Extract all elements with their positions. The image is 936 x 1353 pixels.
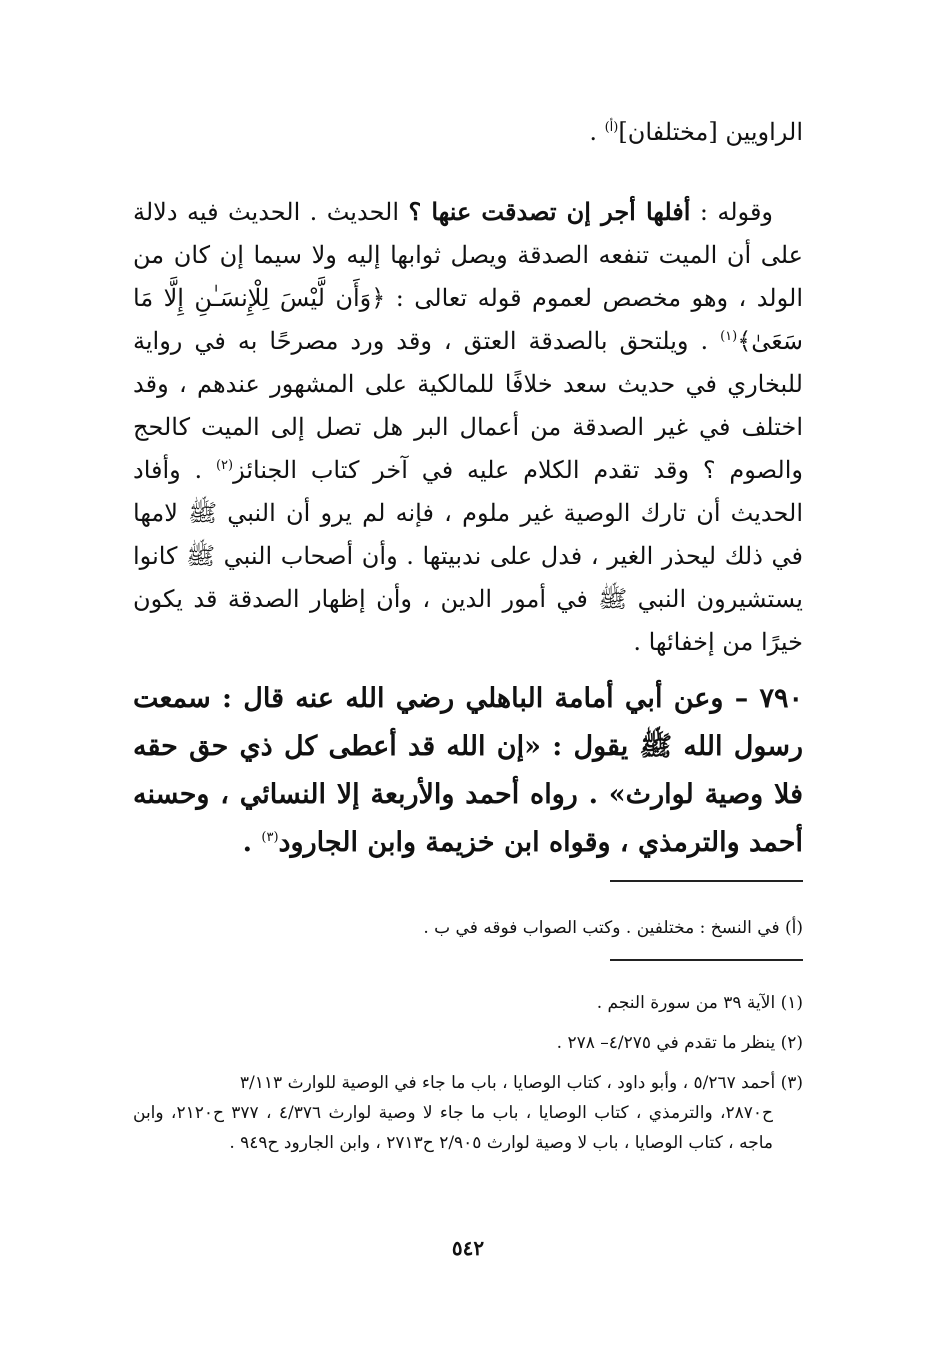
footnote-3-head: (٣) أحمد ٥/٢٦٧ ، وأبو داود ، كتاب الوصايا ، باب ما جاء في الوصية للوارث ٣/١١٣ [239,1073,803,1093]
hadith-end: . [242,827,262,858]
commentary-part-2: . ويلتحق بالصدقة العتق ، وقد ورد مصرحًا به في رواية للبخاري في حديث سعد خلافًا للمالكية على المشهور عندهم ، وقد اختلف في غير الصدقة من أعمال البر هل تصل إلى الميت كالحج والصوم ؟ وقد تقدم الكلام عليه في آخر كتاب الجنائز [133,327,803,484]
opening-text: الراويين [مختلفان] [618,118,803,146]
commentary-quote: أفلها أجر إن تصدقت عنها ؟ [408,197,691,226]
footnote-3 [133,1068,803,1158]
footnote-3-body: ح٢٨٧٠، والترمذي ، كتاب الوصايا ، باب ما جاء لا وصية لوارث ٤/٣٧٦ ، ٣٧٧ ح٢١٢٠، وابن ماجه ، كتاب الوصايا ، باب لا وصية لوارث ٢/٩٠٥ ح٢٧١٣ ، وابن الجارود ح٩٤٩ . [133,1103,774,1153]
opening-end: . [589,118,605,146]
commentary-paragraph [133,190,803,664]
footnote-ref-2[interactable]: (٢) [215,458,234,473]
footnote-divider-1 [610,880,803,882]
footnote-1: (١) الآية ٣٩ من سورة النجم . [596,993,803,1013]
hadith-text: ٧٩٠ – وعن أبي أمامة الباهلي رضي الله عنه قال : سمعت رسول الله ﷺ يقول : «إن الله قد أعطى كل ذي حق حقه فلا وصية لوارث» . رواه أحمد والأربعة إلا النسائي ، وحسنه أحمد والترمذي ، وقواه ابن خزيمة وابن الجارود [133,683,803,858]
variant-footnote: (أ) في النسخ : مختلفين . وكتب الصواب فوقه في ب . [423,918,803,938]
footnote-ref-3[interactable]: (٣) [261,830,279,845]
hadith-paragraph [133,675,803,867]
opening-line [133,112,803,152]
footnote-2: (٢) ينظر ما تقدم في ٤/٢٧٥– ٢٧٨ . [556,1033,803,1053]
commentary-part-1: الحديث . الحديث فيه دلالة على أن الميت تنفعه الصدقة ويصل ثوابها إليه ولا سيما إن كان من الولد ، وهو مخصص لعموم قوله تعالى : ﴿وَأَن لَّيْسَ لِلْإِنسَـٰنِ إِلَّا مَا سَعَىٰ﴾ [133,198,803,355]
page-number: ٥٤٢ [451,1236,485,1260]
footnote-ref-1[interactable]: (١) [720,329,738,344]
commentary-part-3: . وأفاد الحديث أن تارك الوصية غير ملوم ، فإنه لم يرو أن النبي ﷺ لامها في ذلك ليحذر الغير ، فدل على ندبيتها . وأن أصحاب النبي ﷺ كانوا يستشيرون النبي ﷺ في أمور الدين ، وأن إظهار الصدقة قد يكون خيرًا من إخفائها . [133,456,803,656]
commentary-lead: وقوله : [690,198,773,226]
footnote-divider-2 [610,959,803,961]
variant-note-ref[interactable]: (أ) [604,120,619,135]
